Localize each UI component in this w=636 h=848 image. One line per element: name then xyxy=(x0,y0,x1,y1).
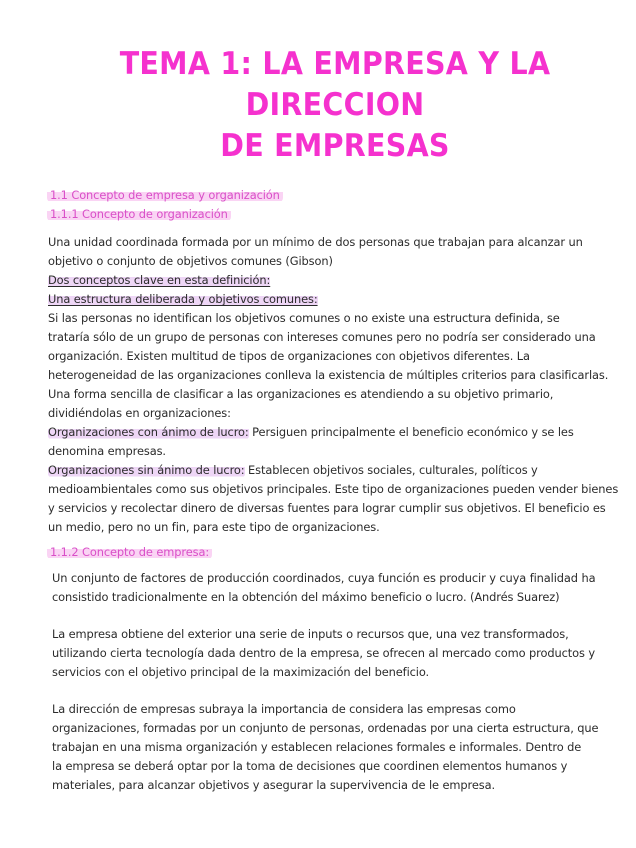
sin-animo-label: Organizaciones sin ánimo de lucro: xyxy=(48,463,245,477)
org-text-line: trataría sólo de un grupo de personas con intereses comunes pero no podría ser considerado una xyxy=(48,330,596,344)
empresa-p1-line: Un conjunto de factores de producción coordinados, cuya función es producir y cuya finalidad ha xyxy=(52,571,596,585)
sin-animo-text-line: un medio, pero no un fin, para este tipo de organizaciones. xyxy=(48,520,380,534)
sin-animo-text-line: medioambientales como sus objetivos principales. Este tipo de organizaciones pueden vender bienes xyxy=(48,482,619,496)
empresa-p3-line: trabajan en una misma organización y establecen relaciones formales e informales. Dentro de xyxy=(52,740,582,754)
empresa-p3-line: la empresa se deberá optar por la toma de decisiones que coordinen elementos humanos y xyxy=(52,759,568,773)
title-line-2: DE EMPRESAS xyxy=(220,128,450,164)
empresa-p2-line: utilizando cierta tecnología dada dentro de la empresa, se ofrecen al mercado como productos y xyxy=(52,646,596,660)
sin-animo-text-line: y servicios y recolectar dinero de diversas fuentes para lograr cumplir sus objetivos. El beneficio es xyxy=(48,501,606,515)
con-animo-line-2: denomina empresas. xyxy=(48,444,166,458)
empresa-p2-line: La empresa obtiene del exterior una serie de inputs o recursos que, una vez transformados, xyxy=(52,627,569,641)
structure-line: Una estructura deliberada y objetivos comunes: xyxy=(48,292,318,306)
heading-1-1-1: 1.1.1 Concepto de organización xyxy=(47,205,231,224)
org-text-line: heterogeneidad de las organizaciones conlleva la existencia de múltiples criterios para clasificarlas. xyxy=(48,368,609,382)
org-text-line: organización. Existen multitud de tipos de organizaciones con objetivos diferentes. La xyxy=(48,349,530,363)
key-concepts-line: Dos conceptos clave en esta definición: xyxy=(48,273,271,287)
empresa-p1-line: consistido tradicionalmente en la obtención del máximo beneficio o lucro. (Andrés Suarez) xyxy=(52,590,560,604)
title-line-1: TEMA 1: LA EMPRESA Y LA DIRECCION xyxy=(119,46,551,123)
org-definition-line: Una unidad coordinada formada por un mínimo de dos personas que trabajan para alcanzar un xyxy=(48,235,583,249)
empresa-p3-line: materiales, para alcanzar objetivos y asegurar la supervivencia de le empresa. xyxy=(52,778,495,792)
sin-animo-line: Organizaciones sin ánimo de lucro: Establecen objetivos sociales, culturales, políticos y xyxy=(48,463,538,477)
org-text-line: Si las personas no identifican los objetivos comunes o no existe una estructura definida, se xyxy=(48,311,560,325)
con-animo-label: Organizaciones con ánimo de lucro: xyxy=(48,425,249,439)
con-animo-line: Organizaciones con ánimo de lucro: Persiguen principalmente el beneficio económico y se les xyxy=(48,425,574,439)
heading-1-1: 1.1 Concepto de empresa y organización xyxy=(47,186,283,205)
org-definition-line: objetivo o conjunto de objetivos comunes (Gibson) xyxy=(48,254,333,268)
org-text-line: Una forma sencilla de clasificar a las organizaciones es atendiendo a su objetivo primario, xyxy=(48,387,554,401)
org-text-line: dividiéndolas en organizaciones: xyxy=(48,406,231,420)
empresa-p3-line: La dirección de empresas subraya la importancia de considera las empresas como xyxy=(52,702,516,716)
empresa-p2-line: servicios con el objetivo principal de la maximización del beneficio. xyxy=(52,665,430,679)
heading-1-1-2: 1.1.2 Concepto de empresa: xyxy=(47,543,212,562)
empresa-p3-line: organizaciones, formadas por un conjunto de personas, ordenadas por una cierta estructura, que xyxy=(52,721,599,735)
page-title xyxy=(64,44,607,167)
